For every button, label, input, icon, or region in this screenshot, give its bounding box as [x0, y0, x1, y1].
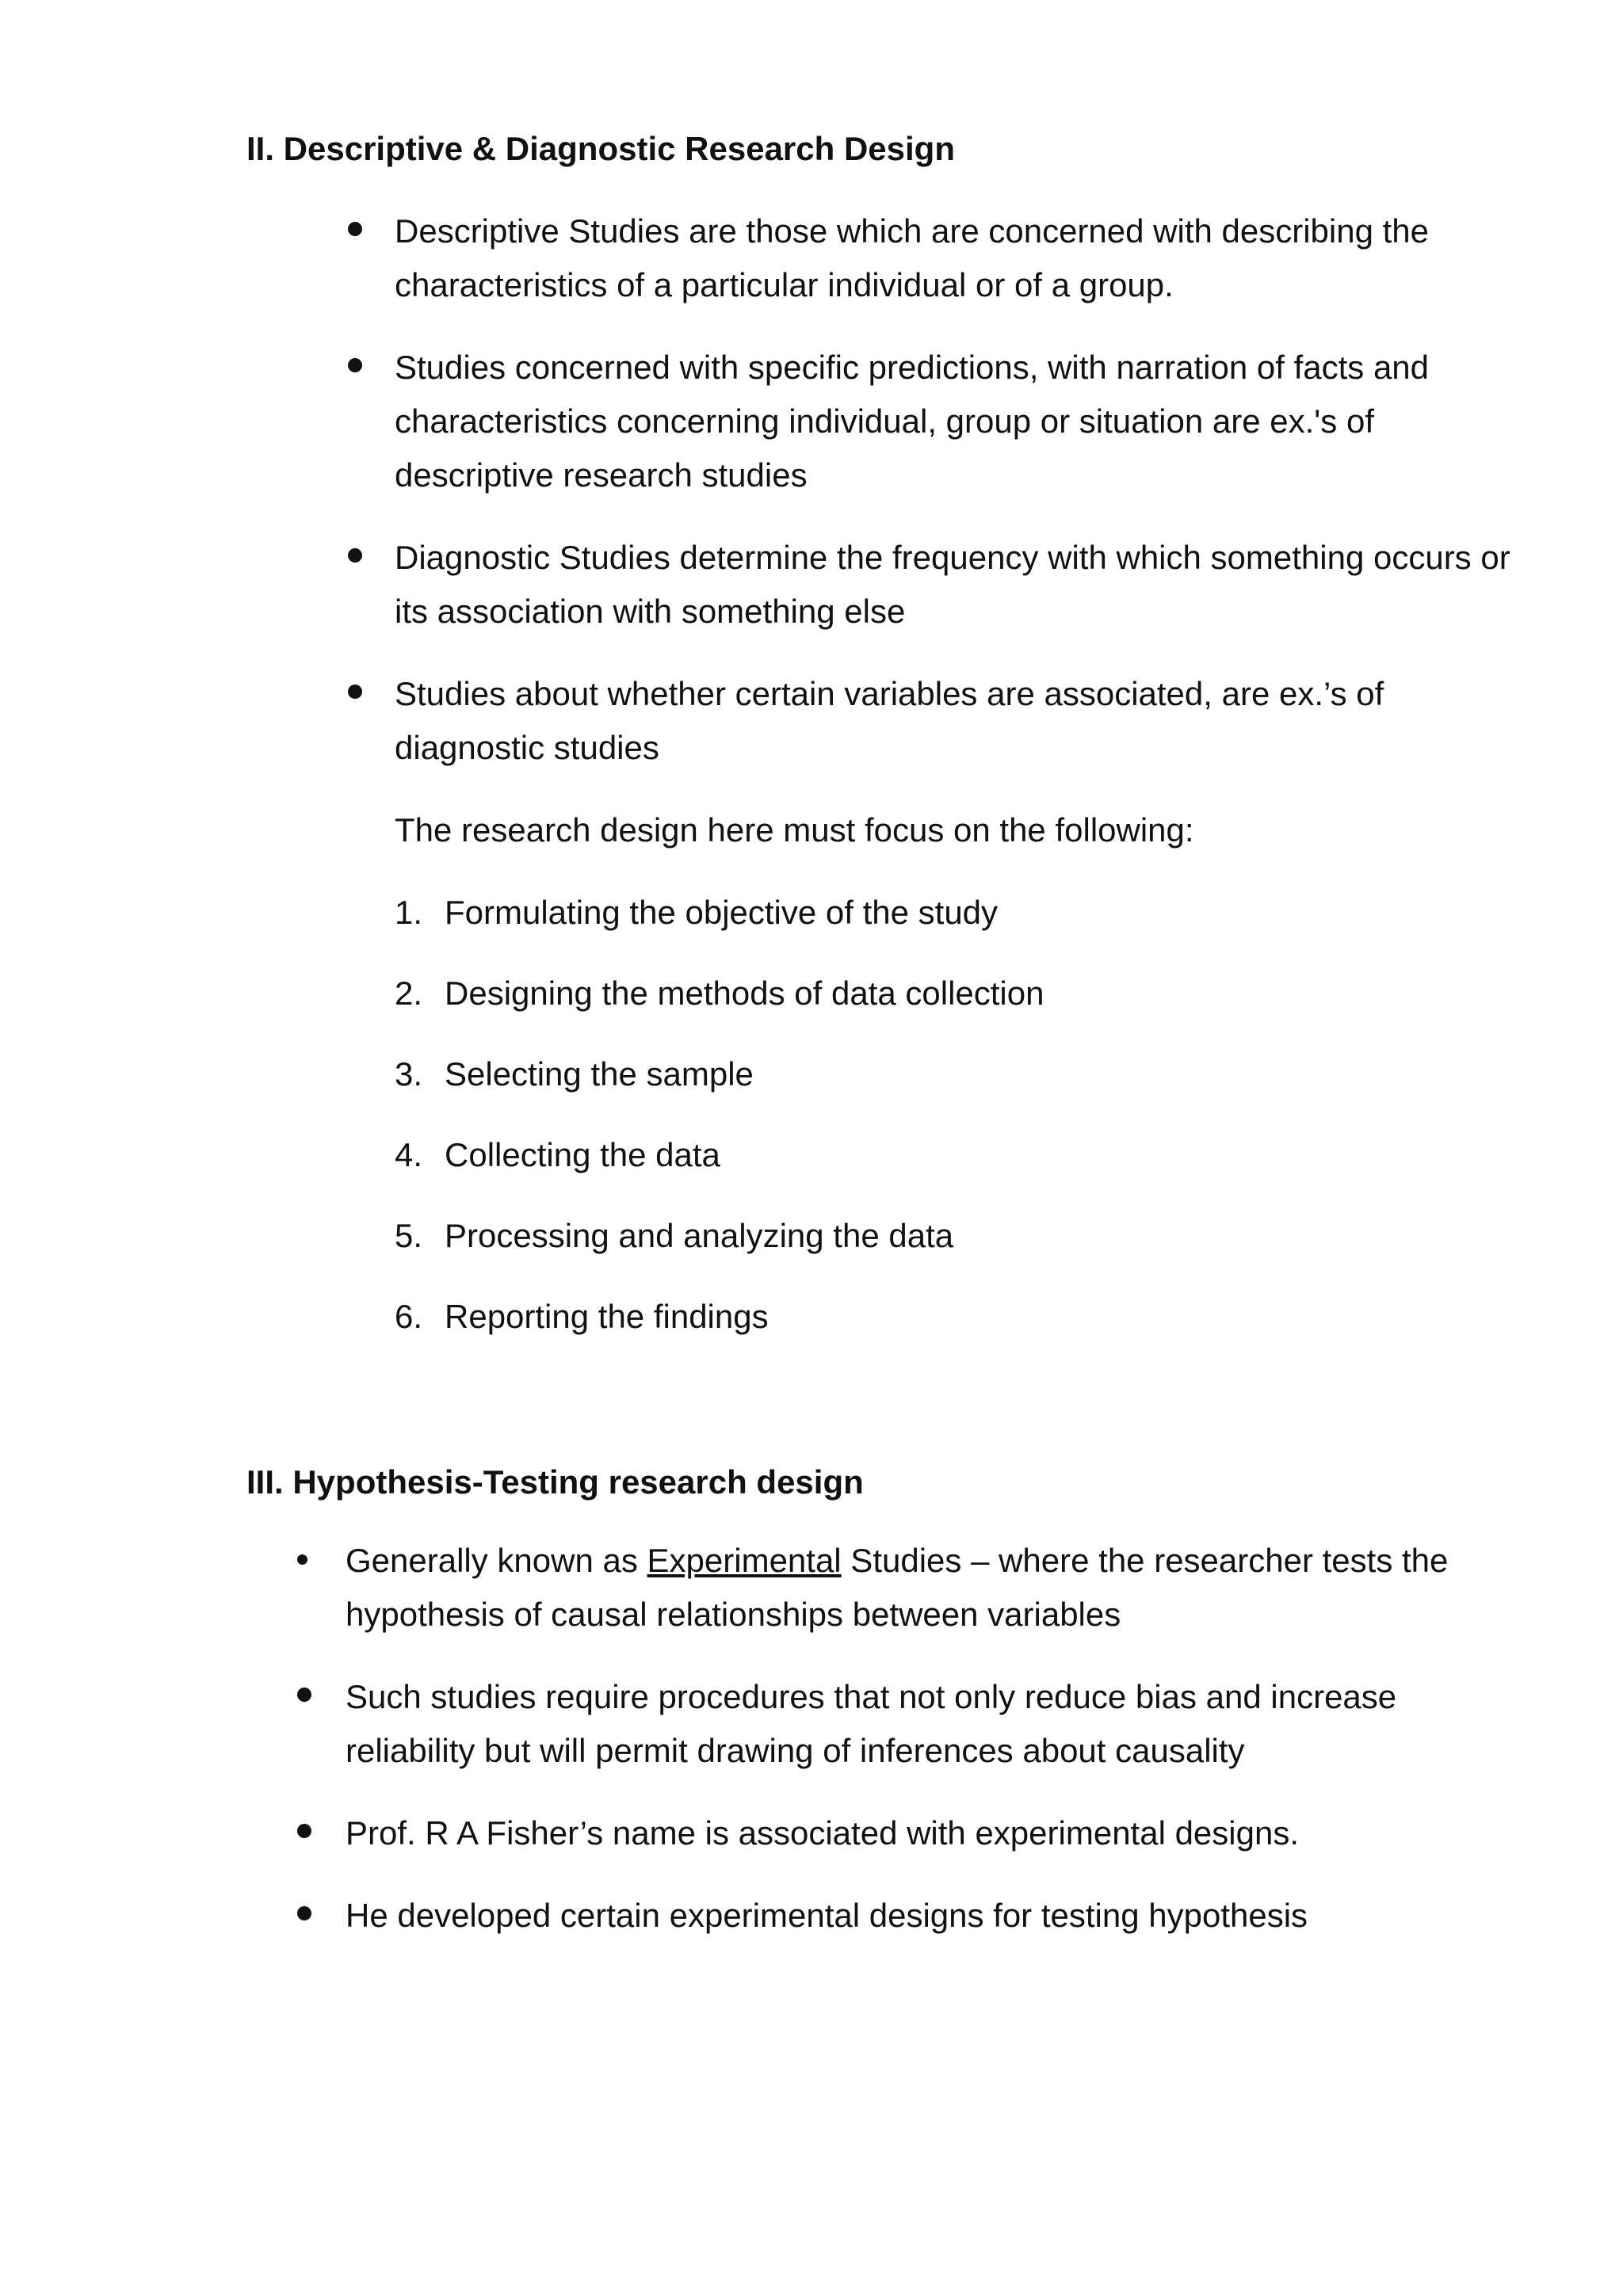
step-text: Processing and analyzing the data — [445, 1217, 954, 1254]
bullet-text: Studies about whether certain variables are associated, are ex.’s of diagnostic studies — [395, 675, 1384, 766]
section-heading-hypothesis: III. Hypothesis-Testing research design — [246, 1463, 864, 1501]
bullet-text-before: Generally known as — [346, 1542, 647, 1579]
bullet-item — [346, 1670, 1518, 1778]
bullet-dot-icon — [348, 685, 362, 699]
step-number: 4. — [395, 1136, 423, 1173]
list-item — [395, 1295, 1044, 1375]
bullet-text: He developed certain experimental designs for testing hypothesis — [346, 1897, 1308, 1934]
bullet-text-after: Studies – where the researcher tests the hypothesis of causal relationships between variables — [346, 1542, 1449, 1633]
bullet-item — [395, 204, 1520, 312]
step-number: 6. — [395, 1298, 423, 1335]
list-item — [395, 1214, 1044, 1295]
list-item — [395, 1133, 1044, 1214]
bullet-item — [395, 531, 1520, 639]
step-number: 5. — [395, 1217, 423, 1254]
experimental-underlined-text: Experimental — [647, 1542, 842, 1579]
step-text: Selecting the sample — [445, 1055, 754, 1093]
bullet-text: Descriptive Studies are those which are concerned with describing the characteristics of a particular individual or of a group. — [395, 212, 1430, 303]
bullet-item — [395, 341, 1520, 502]
step-text: Reporting the findings — [445, 1298, 769, 1335]
step-text: Formulating the objective of the study — [445, 894, 999, 931]
step-number: 1. — [395, 894, 423, 931]
bullet-text: Diagnostic Studies determine the frequency with which something occurs or its association with something else — [395, 539, 1510, 630]
focus-intro-text: The research design here must focus on the following: — [395, 811, 1194, 849]
list-item — [395, 891, 1044, 971]
step-text: Collecting the data — [445, 1136, 720, 1173]
descriptive-bullet-list — [395, 204, 1520, 803]
section-heading-descriptive: II. Descriptive & Diagnostic Research Design — [246, 130, 955, 167]
bullet-dot-icon — [297, 1688, 311, 1702]
bullet-dot-icon — [348, 548, 362, 563]
bullet-dot-icon — [297, 1554, 307, 1565]
bullet-item — [346, 1806, 1518, 1860]
bullet-item — [346, 1889, 1518, 1943]
bullet-dot-icon — [297, 1824, 311, 1838]
list-item — [395, 971, 1044, 1052]
bullet-dot-icon — [297, 1906, 311, 1920]
step-number: 3. — [395, 1055, 423, 1093]
list-item — [395, 1052, 1044, 1133]
hypothesis-bullet-list — [346, 1534, 1518, 1971]
bullet-item — [395, 667, 1520, 775]
step-number: 2. — [395, 974, 423, 1012]
bullet-text: Such studies require procedures that not only reduce bias and increase reliability but will permit drawing of inferences about causality — [346, 1678, 1397, 1769]
research-steps-list — [395, 891, 1044, 1375]
bullet-dot-icon — [348, 222, 362, 236]
step-text: Designing the methods of data collection — [445, 974, 1044, 1012]
bullet-text: Studies concerned with specific predictions, with narration of facts and characteristics concerning individual, group or situation are ex.'s of descriptive research studies — [395, 349, 1430, 494]
bullet-item — [346, 1534, 1518, 1642]
bullet-text: Prof. R A Fisher’s name is associated with experimental designs. — [346, 1814, 1300, 1852]
bullet-dot-icon — [348, 358, 362, 372]
